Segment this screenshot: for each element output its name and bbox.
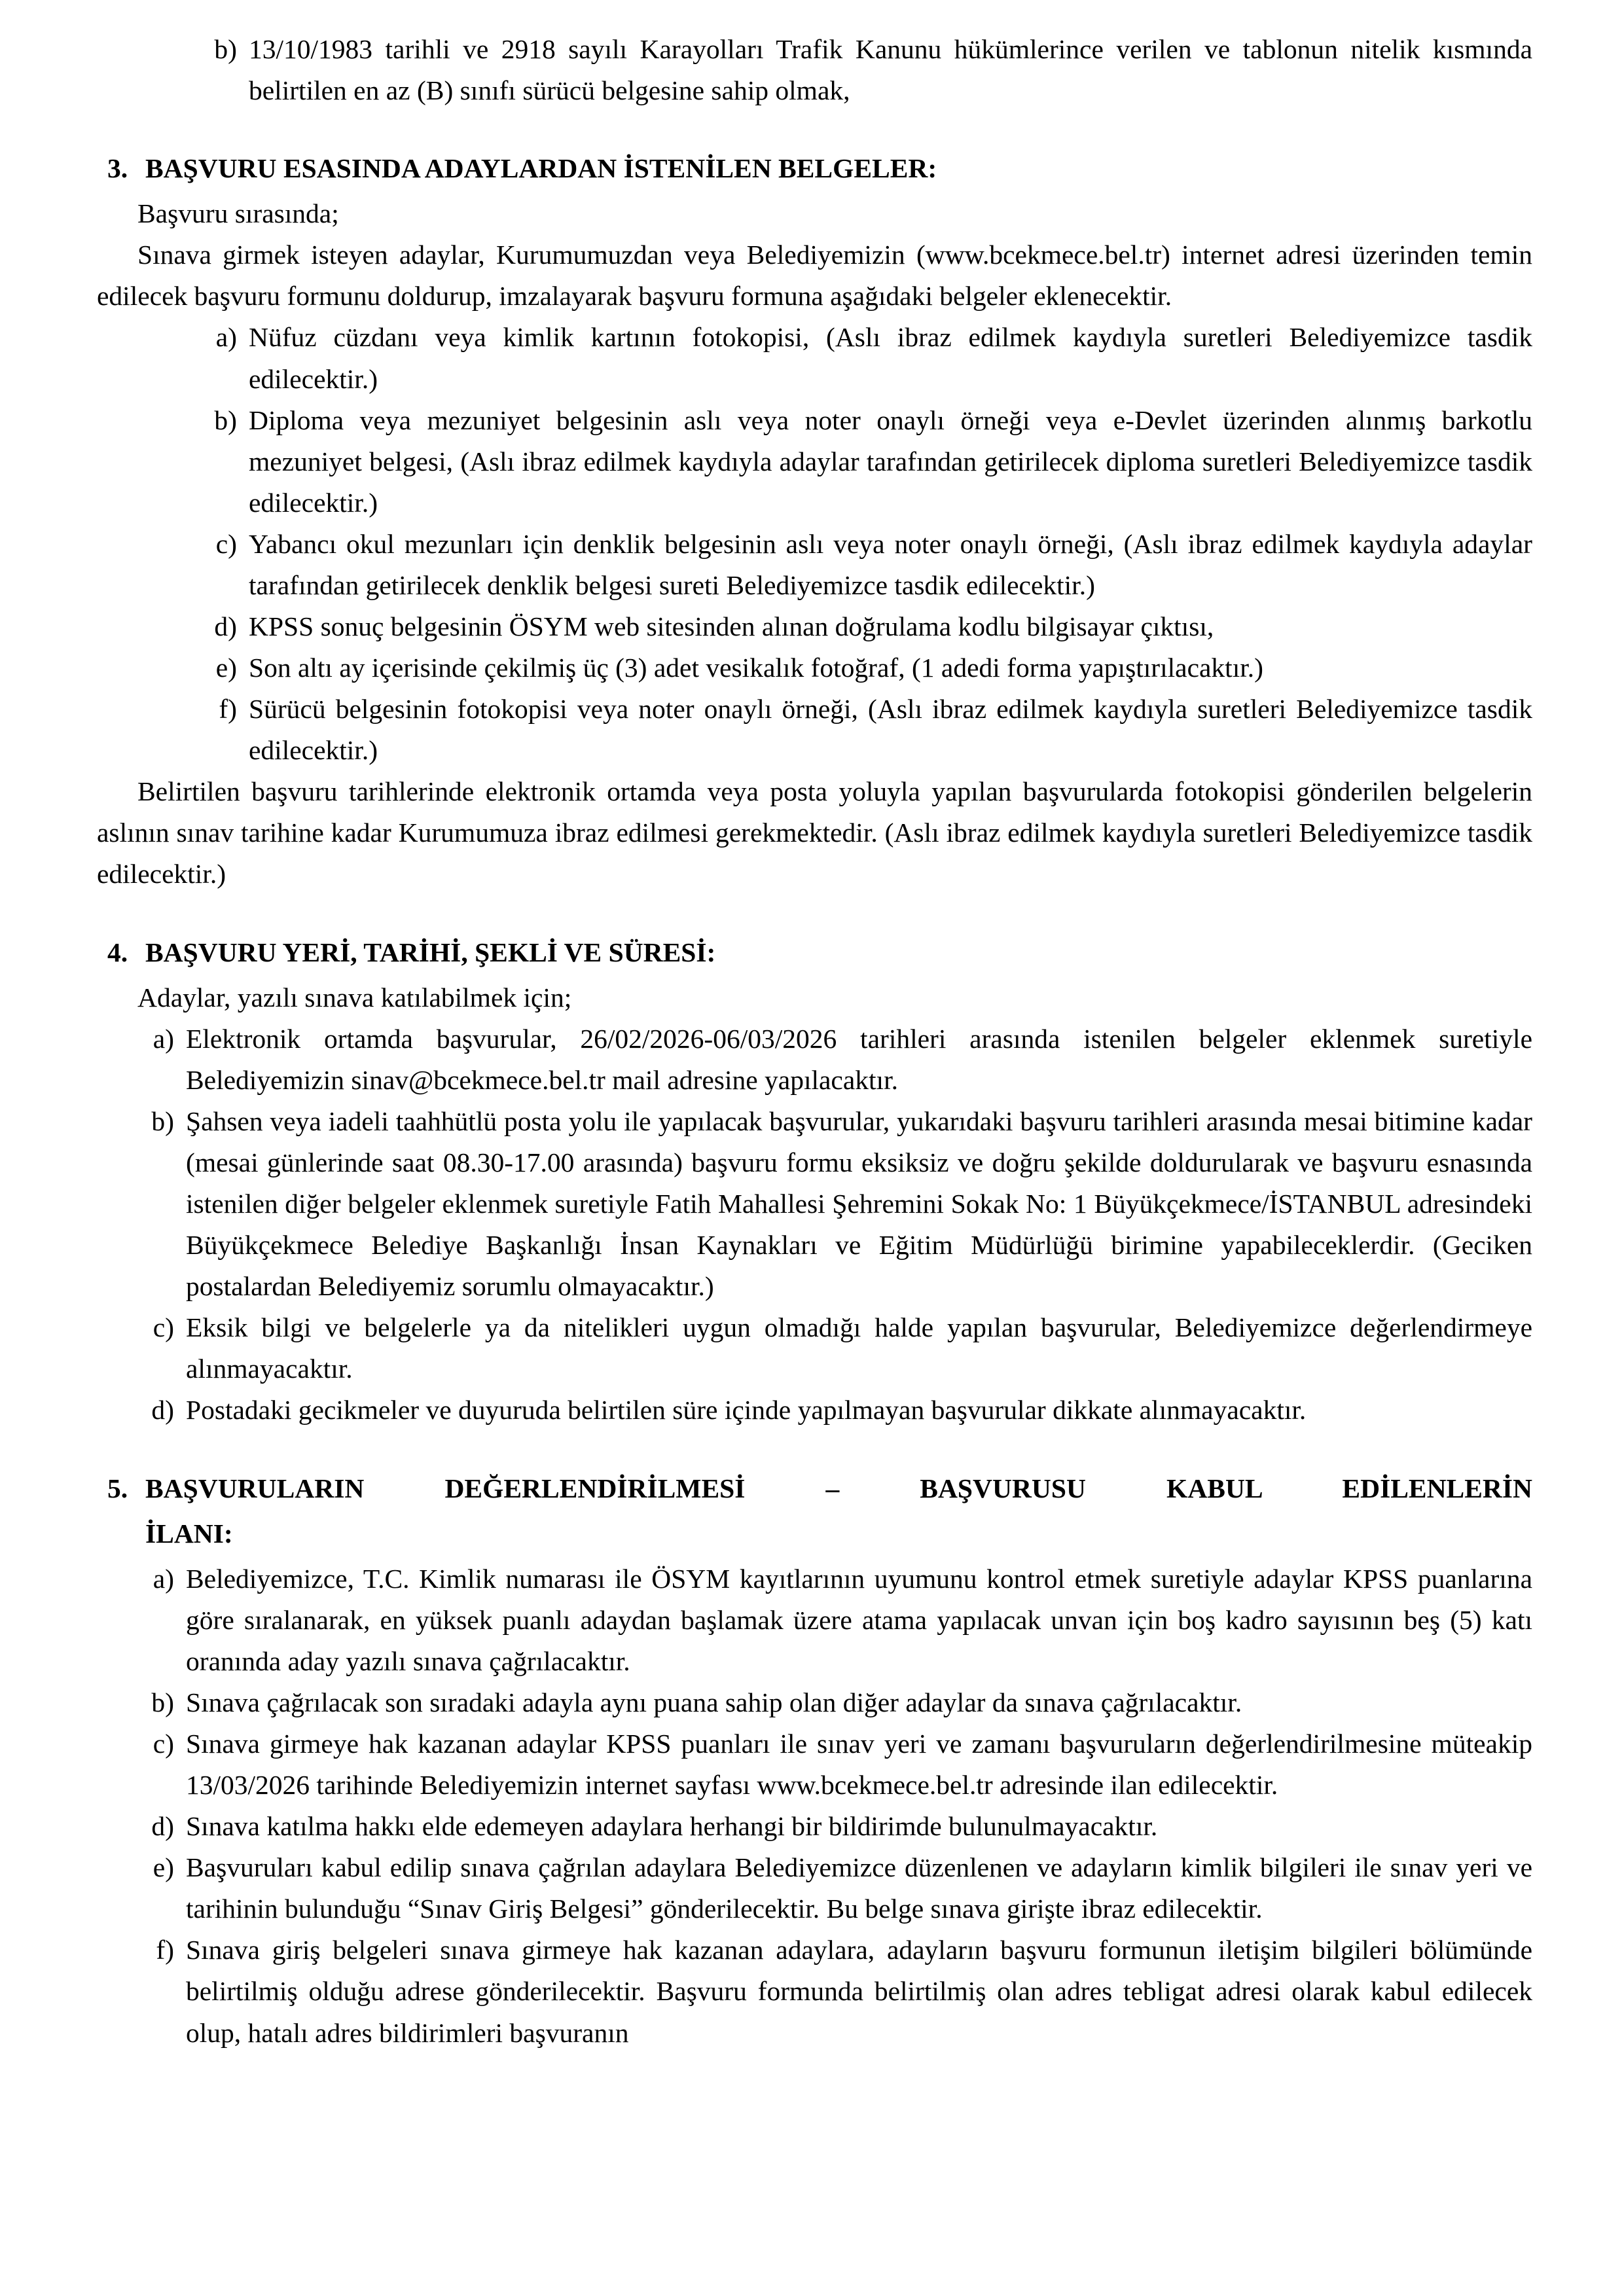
section-4-lead-line: Adaylar, yazılı sınava katılabilmek için;: [137, 982, 572, 1013]
list-marker: e): [153, 1852, 174, 1883]
section-title: BAŞVURU YERİ, TARİHİ, ŞEKLİ VE SÜRESİ:: [145, 937, 716, 967]
list-item-text: 13/10/1983 tarihli ve 2918 sayılı Karayolları Trafik Kanunu hükümlerince verilen ve tablonun nitelik kısmında belirtilen en az (B) sınıfı sürücü belgesine sahip olmak,: [249, 34, 1532, 106]
section-title-line-1: BAŞVURULARIN DEĞERLENDİRİLMESİ – BAŞVURUSU KABUL EDİLENLERİN: [145, 1473, 1532, 1503]
list-item-text: Nüfuz cüzdanı veya kimlik kartının fotokopisi, (Aslı ibraz edilmek kaydıyla suretleri Belediyemizce tasdik edilecektir.): [249, 322, 1532, 394]
list-marker: c): [153, 1728, 174, 1759]
list-marker: a): [153, 1563, 174, 1594]
list-marker: c): [153, 1312, 174, 1343]
section-heading-4: [97, 932, 1532, 973]
list-item: [136, 1682, 1532, 1723]
section-3-lead-paragraph: Sınava girmek isteyen adaylar, Kurumumuzdan veya Belediyemizin (www.bcekmece.bel.tr) internet adresi üzerinden temin edilecek başvuru formunu doldurup, imzalayarak başvuru formuna aşağıdaki belgeler eklenecektir.: [97, 240, 1532, 312]
list-item: [136, 1558, 1532, 1682]
section-title-line-2: İLANI:: [145, 1518, 233, 1549]
section-number: 3.: [107, 153, 128, 184]
list-item-text: Sınava çağrılacak son sıradaki adayla aynı puana sahip olan diğer adaylar da sınava çağrılacaktır.: [186, 1687, 1242, 1717]
list-item: [136, 1390, 1532, 1431]
list-item: [136, 1847, 1532, 1929]
list-marker: d): [214, 611, 237, 642]
list-marker: a): [215, 322, 237, 353]
section-5-list: [97, 1558, 1532, 2054]
list-item-text: Sınava giriş belgeleri sınava girmeye hak kazanan adaylara, adayların başvuru formunun iletişim bilgileri bölümünde belirtilmiş olduğu adrese gönderilecektir. Başvuru formunda belirtilmiş olan adres tebligat adresi olarak kabul edilecek olup, hatalı adres bildirimleri başvuranın: [186, 1935, 1532, 2048]
section-number: 5.: [107, 1473, 128, 1503]
carryover-list: [97, 29, 1532, 111]
list-marker: c): [215, 528, 237, 559]
list-item-text: Başvuruları kabul edilip sınava çağrılan adaylara Belediyemizce düzenlenen ve adayların kimlik bilgileri ile sınav yeri ve tarihinin bulunduğu “Sınav Giriş Belgesi” gönderilecektir. Bu belge sınava girişte ibraz edilecektir.: [186, 1852, 1532, 1924]
section-number: 4.: [107, 937, 128, 967]
list-marker: f): [219, 694, 237, 725]
list-item: [175, 689, 1532, 771]
section-heading-3: [97, 148, 1532, 189]
list-item: [136, 1806, 1532, 1847]
list-item: [175, 400, 1532, 524]
list-item-text: Sınava girmeye hak kazanan adaylar KPSS puanları ile sınav yeri ve zamanı başvuruların değerlendirilmesine müteakip 13/03/2026 tarihinde Belediyemizin internet sayfası www.bcekmece.bel.tr adresinde ilan edilecektir.: [186, 1728, 1532, 1801]
list-item-text: KPSS sonuç belgesinin ÖSYM web sitesinden alınan doğrulama kodlu bilgisayar çıktısı,: [249, 611, 1214, 642]
list-item: [136, 1018, 1532, 1101]
section-heading-5: [97, 1468, 1532, 1509]
list-marker: b): [214, 404, 237, 435]
list-item-text: Eksik bilgi ve belgelerle ya da nitelikleri uygun olmadığı halde yapılan başvurular, Belediyemizce değerlendirmeye alınmayacaktır.: [186, 1312, 1532, 1384]
section-3-lead-line: Başvuru sırasında;: [137, 198, 339, 229]
list-marker: d): [151, 1395, 174, 1426]
list-item-text: Son altı ay içerisinde çekilmiş üç (3) adet vesikalık fotoğraf, (1 adedi forma yapıştırılacaktır.): [249, 653, 1263, 683]
list-item-text: Postadaki gecikmeler ve duyuruda belirtilen süre içinde yapılmayan başvurular dikkate alınmayacaktır.: [186, 1395, 1307, 1426]
list-marker: b): [214, 34, 237, 64]
list-item-text: Yabancı okul mezunları için denklik belgesinin aslı veya noter onaylı örneği, (Aslı ibraz edilmek kaydıyla adaylar tarafından getirilecek denklik belgesi sureti Belediyemizce tasdik edilecektir.): [249, 528, 1532, 600]
list-marker: e): [215, 653, 237, 683]
list-item-text: Elektronik ortamda başvurular, 26/02/2026-06/03/2026 tarihleri arasında istenilen belgeler eklenmek suretiyle Belediyemizin sinav@bcekmece.bel.tr mail adresine yapılacaktır.: [186, 1023, 1532, 1095]
section-3-closing-paragraph: Belirtilen başvuru tarihlerinde elektronik ortamda veya posta yoluyla yapılan başvurularda fotokopisi gönderilen belgelerin aslının sınav tarihine kadar Kurumumuza ibraz edilmesi gerekmektedir. (Aslı ibraz edilmek kaydıyla suretleri Belediyemizce tasdik edilecektir.): [97, 776, 1532, 889]
list-marker: f): [156, 1935, 174, 1965]
list-marker: a): [153, 1023, 174, 1054]
list-item: [175, 29, 1532, 111]
list-item: [175, 606, 1532, 647]
list-item-text: Şahsen veya iadeli taahhütlü posta yolu ile yapılacak başvurular, yukarıdaki başvuru tarihleri arasında mesai bitimine kadar (mesai günlerinde saat 08.30-17.00 arasında) başvuru formu eksiksiz ve doğru şekilde doldurularak ve başvuru esnasında istenilen diğer belgeler eklenmek suretiyle Fatih Mahallesi Şehremini Sokak No: 1 Büyükçekmece/İSTANBUL adresindeki Büyükçekmece Belediye Başkanlığı İnsan Kaynakları ve Eğitim Müdürlüğü birimine yapabileceklerdir. (Geciken postalardan Belediyemiz sorumlu olmayacaktır.): [186, 1105, 1532, 1302]
list-marker: b): [151, 1687, 174, 1717]
list-item: [136, 1723, 1532, 1806]
list-item: [136, 1101, 1532, 1307]
section-heading-5-cont: [97, 1513, 1532, 1554]
list-item: [175, 524, 1532, 606]
list-item-text: Diploma veya mezuniyet belgesinin aslı veya noter onaylı örneği veya e-Devlet üzerinden alınmış barkotlu mezuniyet belgesi, (Aslı ibraz edilmek kaydıyla adaylar tarafından getirilecek diploma suretleri Belediyemizce tasdik edilecektir.): [249, 404, 1532, 518]
document-body: [97, 29, 1532, 2054]
list-item-text: Sürücü belgesinin fotokopisi veya noter onaylı örneği, (Aslı ibraz edilmek kaydıyla suretleri Belediyemizce tasdik edilecektir.): [249, 694, 1532, 766]
list-marker: d): [151, 1811, 174, 1842]
list-item: [136, 1307, 1532, 1390]
list-item: [175, 647, 1532, 689]
list-item-text: Belediyemizce, T.C. Kimlik numarası ile ÖSYM kayıtlarının uyumunu kontrol etmek suretiyle adaylar KPSS puanlarına göre sıralanarak, en yüksek puanlı adaydan başlamak üzere atama yapılacak unvan için boş kadro sayısının beş (5) katı oranında aday yazılı sınava çağrılacaktır.: [186, 1563, 1532, 1676]
section-title: BAŞVURU ESASINDA ADAYLARDAN İSTENİLEN BELGELER:: [145, 153, 937, 184]
section-4-list: [97, 1018, 1532, 1431]
section-3-list: [97, 317, 1532, 771]
list-item-text: Sınava katılma hakkı elde edemeyen adaylara herhangi bir bildirimde bulunulmayacaktır.: [186, 1811, 1158, 1842]
list-marker: b): [151, 1105, 174, 1136]
list-item: [136, 1929, 1532, 2053]
list-item: [175, 317, 1532, 399]
